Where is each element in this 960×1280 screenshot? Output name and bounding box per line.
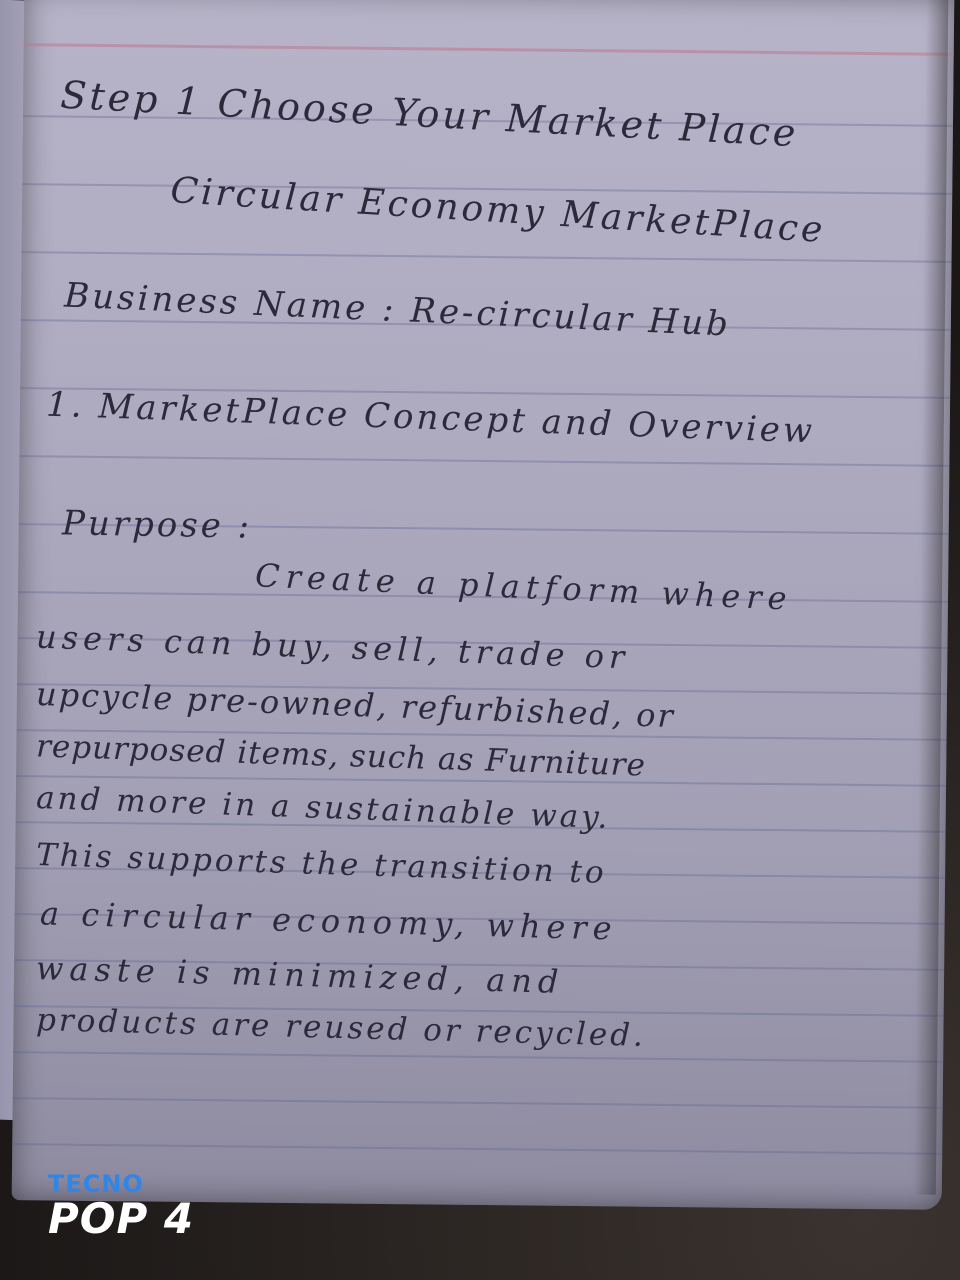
watermark-brand: TECNO xyxy=(48,1170,144,1198)
body-line: waste is minimized, and xyxy=(35,949,565,1001)
marketplace-type: Circular Economy MarketPlace xyxy=(169,170,827,251)
purpose-label: Purpose : xyxy=(61,503,253,547)
business-name: Business Name : Re-circular Hub xyxy=(63,275,732,345)
body-line: a circular economy, where xyxy=(39,894,619,948)
camera-watermark xyxy=(48,1170,194,1243)
section-heading: 1. MarketPlace Concept and Overview xyxy=(45,384,816,452)
body-line: repurposed items, such as Furniture xyxy=(35,728,647,784)
body-line: Create a platform where xyxy=(254,556,794,618)
body-line: and more in a sustainable way. xyxy=(35,779,612,837)
body-line: upcycle pre-owned, refurbished, or xyxy=(35,674,676,736)
heading-step-1: Step 1 Choose Your Market Place xyxy=(59,72,800,156)
body-line: This supports the transition to xyxy=(35,837,608,891)
watermark-model: POP 4 xyxy=(48,1194,195,1243)
body-line: products are reused or recycled. xyxy=(35,1002,647,1054)
body-line: users can buy, sell, trade or xyxy=(35,617,630,677)
